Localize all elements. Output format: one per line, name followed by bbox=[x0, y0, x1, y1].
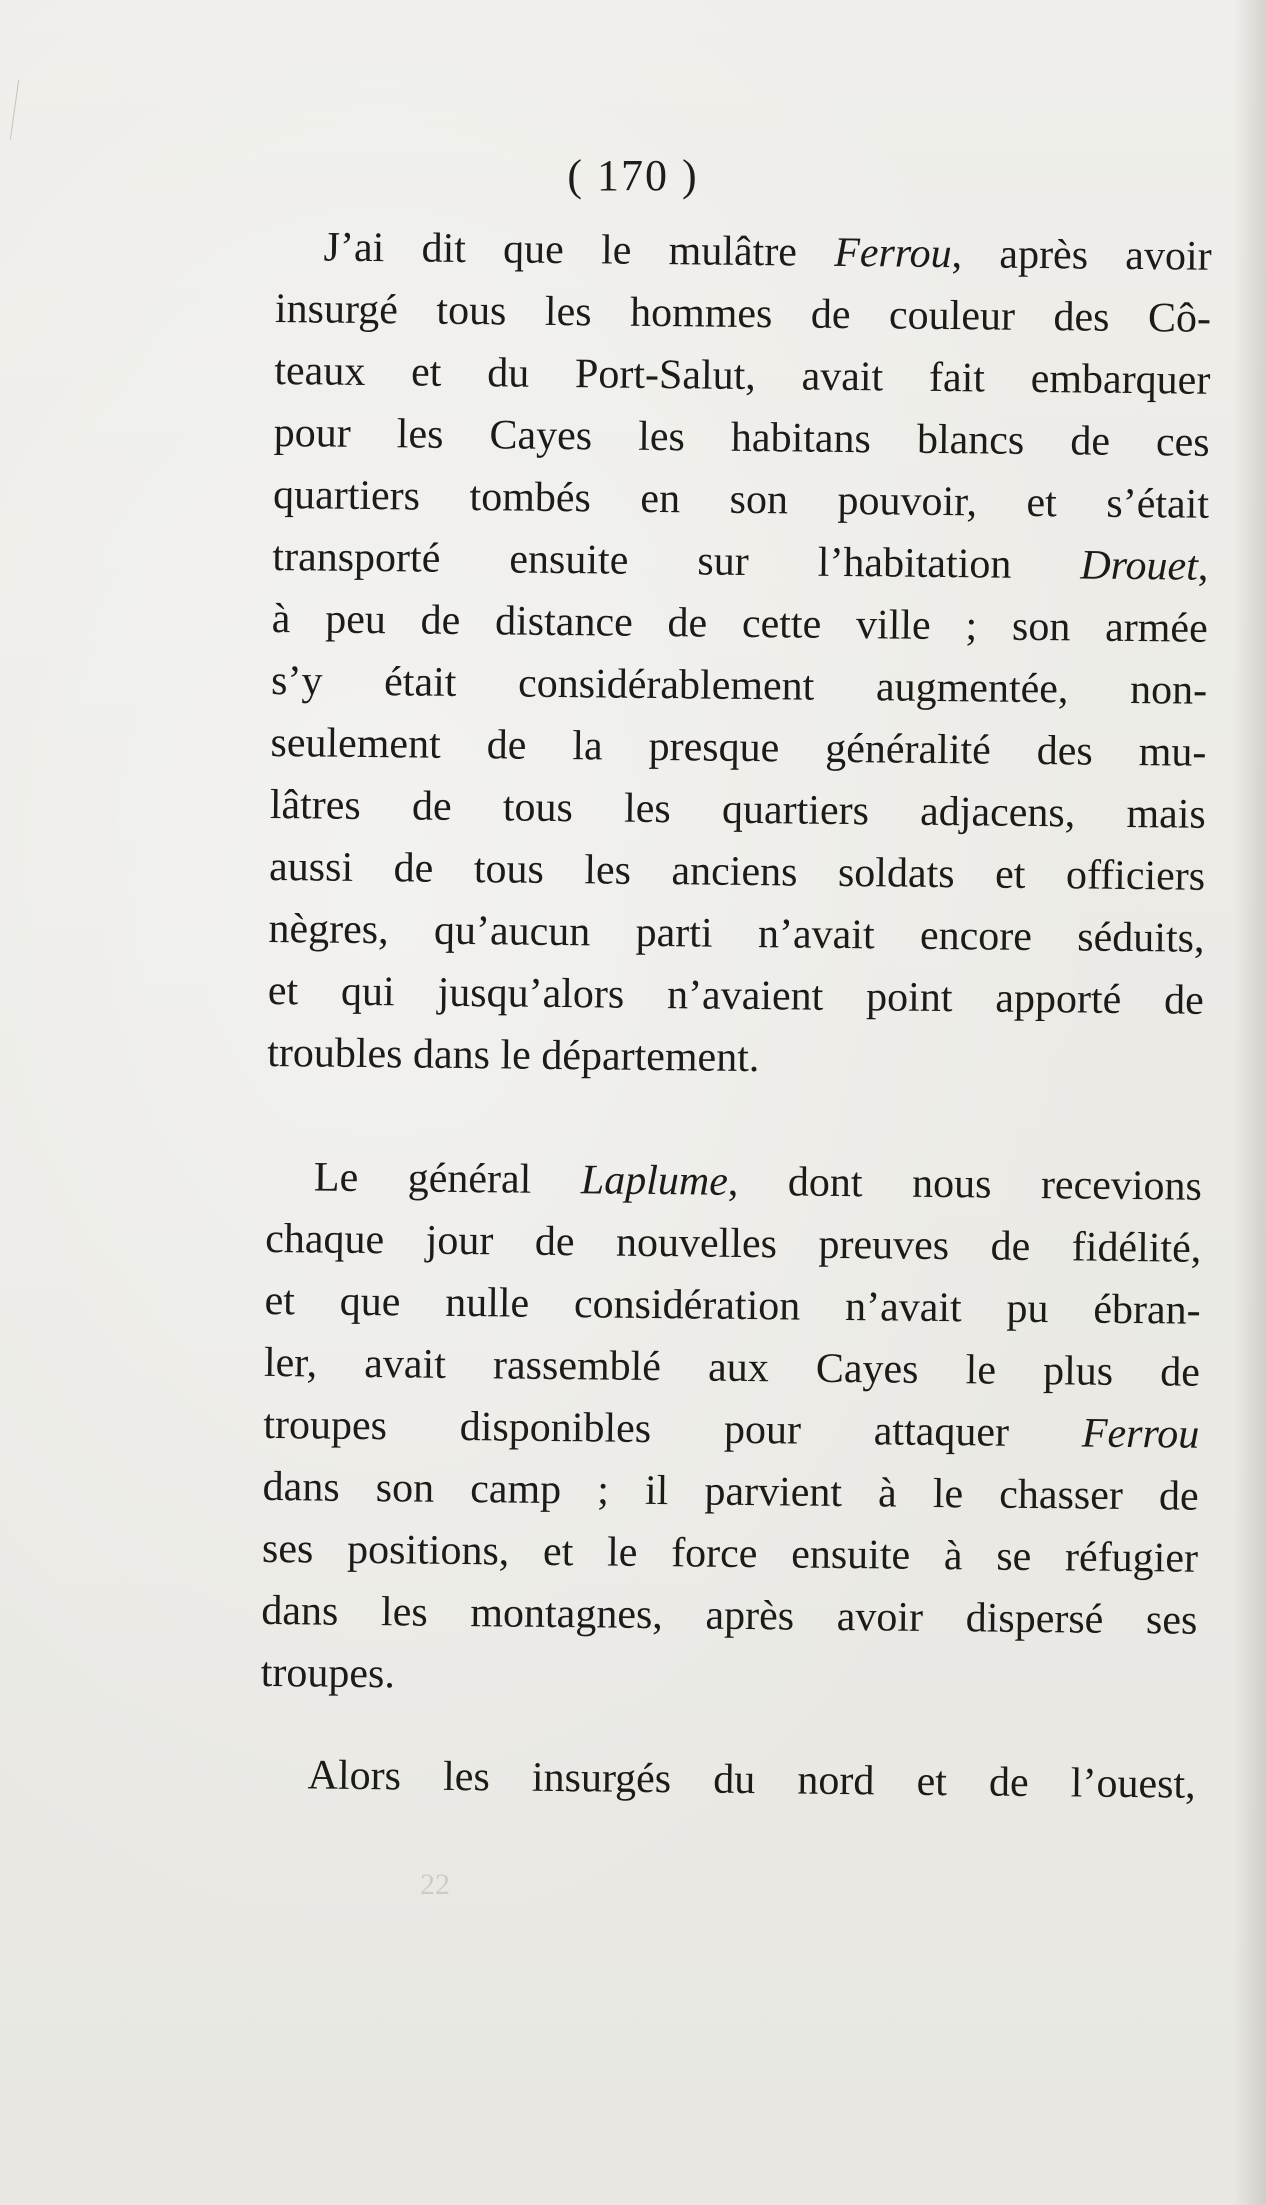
text-line: troupes. bbox=[260, 1649, 396, 1698]
text-line: s’y était considérablement augmentée, non- bbox=[270, 657, 1208, 714]
text-line: insurgé tous les hommes de couleur des Cô- bbox=[274, 285, 1212, 342]
page-number: ( 170 ) bbox=[567, 151, 699, 200]
text-line: ses positions, et le force ensuite à se réfugier bbox=[261, 1525, 1199, 1582]
text-line: dans son camp ; il parvient à le chasser de bbox=[262, 1463, 1199, 1520]
text-line: J’ai dit que le mulâtre Ferrou, après avoir bbox=[323, 224, 1212, 280]
text-line: et qui jusqu’alors n’avaient point apporté de bbox=[267, 967, 1205, 1024]
page-edge-shadow bbox=[1234, 0, 1266, 2205]
text-line: transporté ensuite sur l’habitation Drouet, bbox=[272, 533, 1209, 590]
text-line: Alors les insurgés du nord et de l’ouest, bbox=[307, 1752, 1196, 1808]
text-line: troupes disponibles pour attaquer Ferrou bbox=[263, 1401, 1200, 1458]
paragraph-gap bbox=[266, 1084, 1217, 1156]
text-line: troubles dans le département. bbox=[266, 1029, 760, 1082]
text-line: chaque jour de nouvelles preuves de fidélité, bbox=[265, 1215, 1202, 1272]
text-line: pour les Cayes les habitans blancs de ces bbox=[273, 409, 1210, 466]
signature-mark: 22 bbox=[420, 1868, 450, 1901]
body-text bbox=[259, 216, 1226, 1816]
text-line: à peu de distance de cette ville ; son armée bbox=[271, 595, 1208, 652]
margin-mark bbox=[10, 80, 22, 140]
text-line: lâtres de tous les quartiers adjacens, mais bbox=[269, 781, 1207, 838]
text-line: ler, avait rassemblé aux Cayes le plus de bbox=[263, 1339, 1201, 1396]
text-line: quartiers tombés en son pouvoir, et s’était bbox=[272, 471, 1210, 528]
text-line: Le général Laplume, dont nous recevions bbox=[313, 1154, 1203, 1210]
text-line: teaux et du Port-Salut, avait fait embarquer bbox=[274, 347, 1211, 404]
text-line: et que nulle considération n’avait pu ébran- bbox=[264, 1277, 1201, 1334]
text-line: seulement de la presque généralité des mu- bbox=[270, 719, 1207, 776]
text-line: nègres, qu’aucun parti n’avait encore séduits, bbox=[268, 905, 1205, 962]
text-line: aussi de tous les anciens soldats et officiers bbox=[268, 843, 1206, 900]
text-line: dans les montagnes, après avoir dispersé ses bbox=[261, 1587, 1198, 1644]
